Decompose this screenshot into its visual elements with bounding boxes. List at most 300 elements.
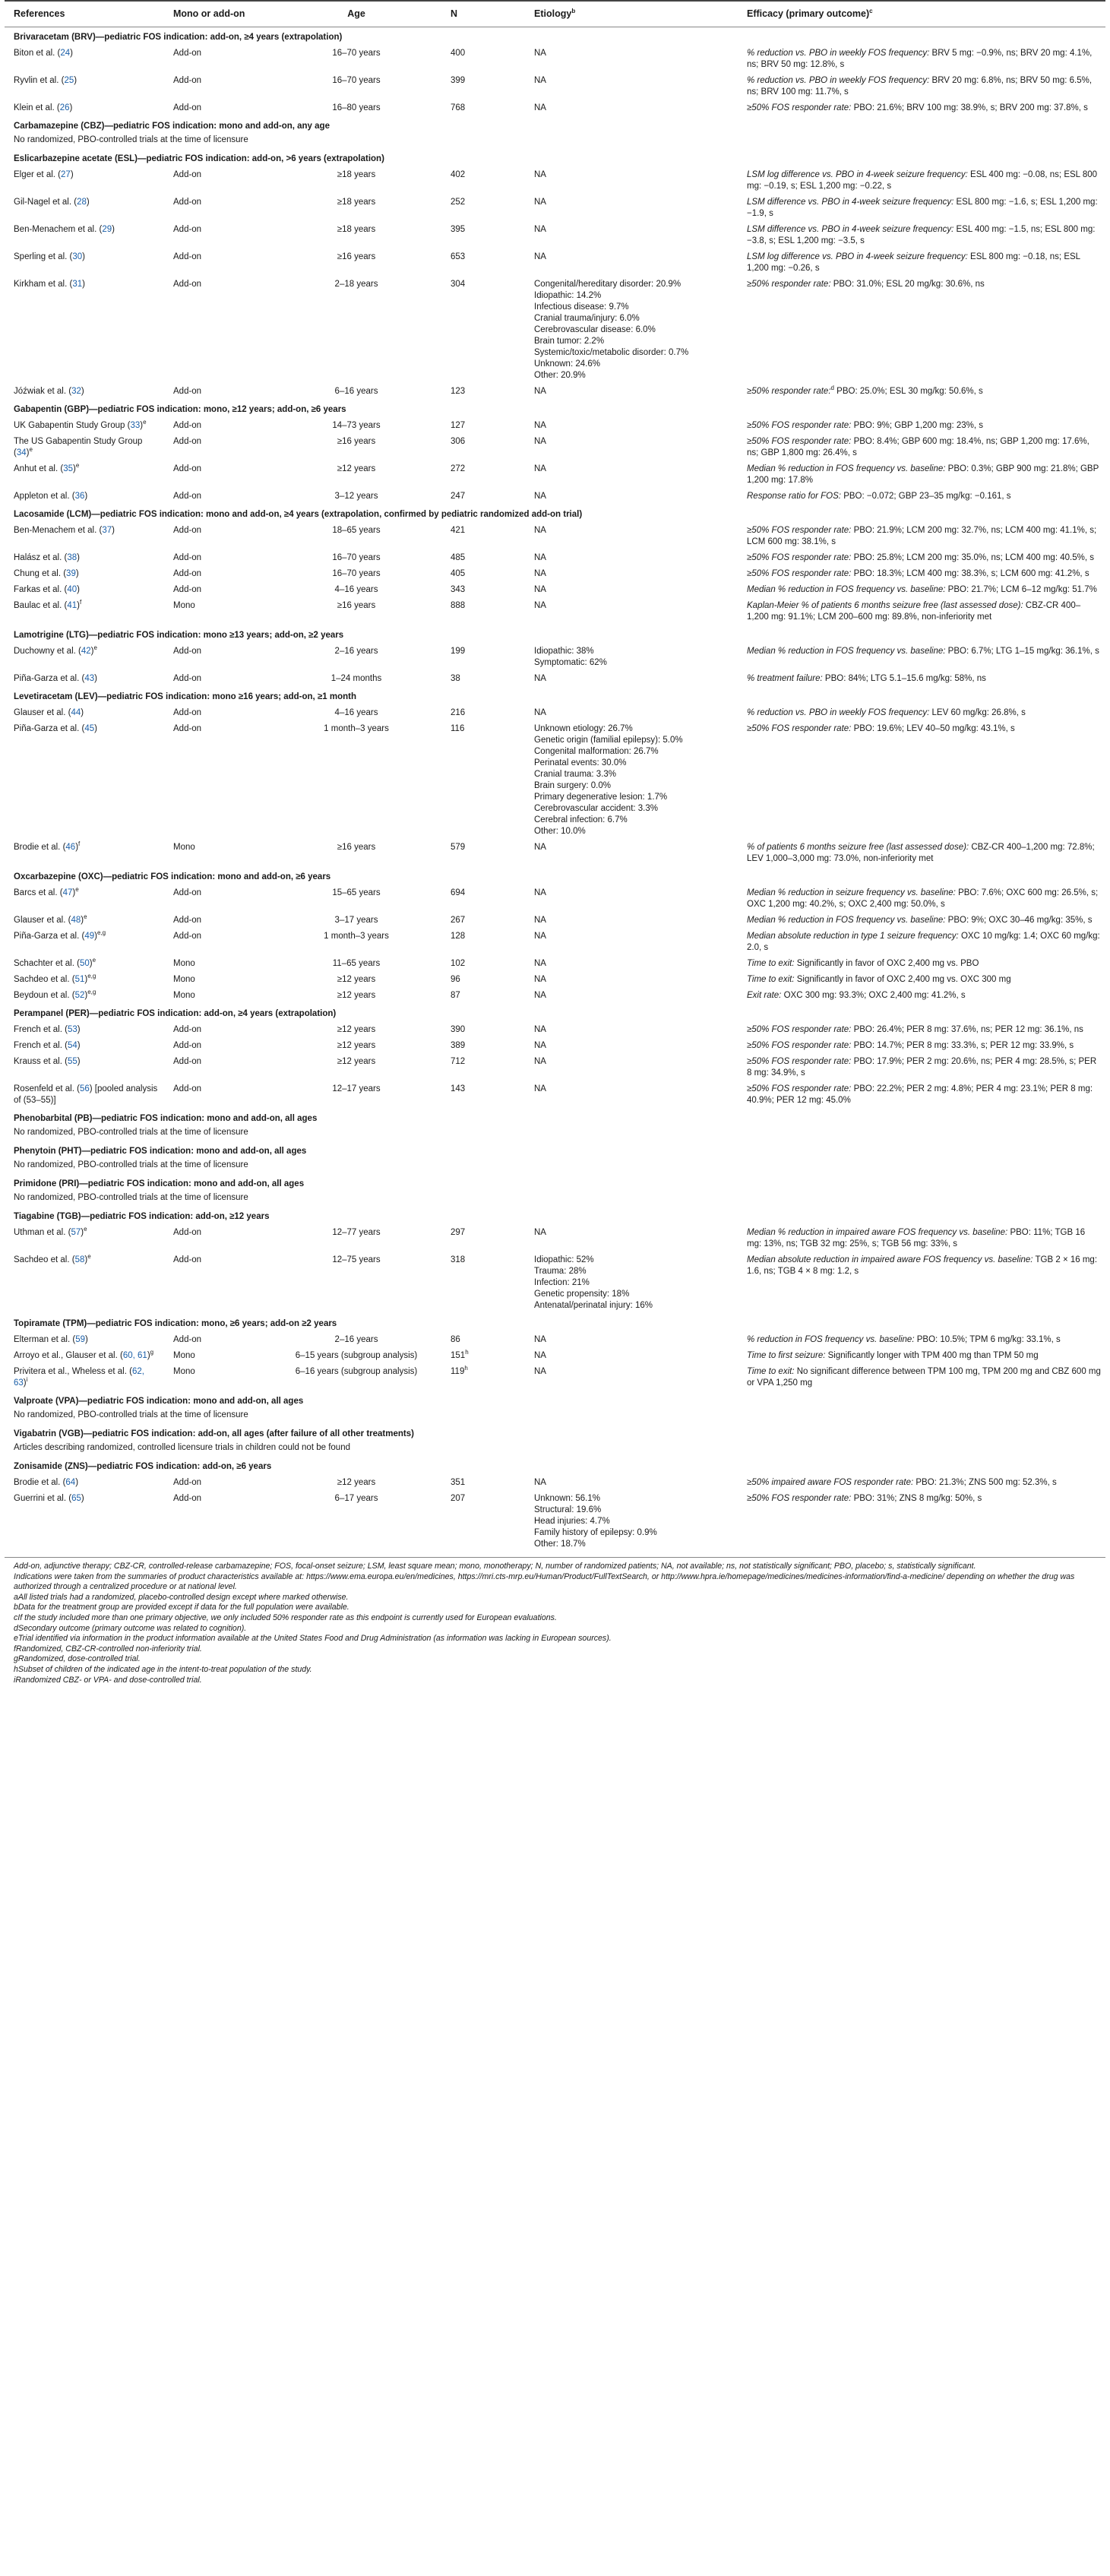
n-value: 421 xyxy=(451,526,466,535)
cell-reference: UK Gabapentin Study Group $(33)^e$ xyxy=(14,419,147,430)
efficacy-result: Significantly in favor of OXC 2,400 mg vs. PBO xyxy=(796,959,979,968)
citation-link[interactable]: 36 xyxy=(74,492,85,501)
efficacy-result: PBO: −0.072; GBP 23–35 mg/kg: −0.161, s xyxy=(843,492,1011,501)
efficacy-footnote-mark: d xyxy=(830,385,834,392)
efficacy-result: BRV 5 mg: −0.9%, ns; BRV 20 mg: 4.1%, ns; BRV 50 mg: 12.8%, s xyxy=(747,49,1093,69)
cell-reference: Guerrini et al. (65) xyxy=(14,1494,84,1503)
citation-link[interactable]: 31 xyxy=(72,280,83,289)
cell-etiology xyxy=(525,988,738,1004)
etiology-line: NA xyxy=(534,252,546,261)
cell-efficacy xyxy=(738,885,1105,913)
citation-link[interactable]: 35 xyxy=(63,464,74,473)
n-value: 127 xyxy=(451,421,466,430)
citation-link[interactable]: 50 xyxy=(79,959,90,968)
cell-efficacy xyxy=(738,972,1105,988)
etiology-line: NA xyxy=(534,708,546,717)
citation-link[interactable]: 53 xyxy=(67,1025,77,1034)
table-row xyxy=(5,1081,1105,1109)
cell-mono-addon: Add-on xyxy=(173,492,202,501)
cell-efficacy xyxy=(738,1475,1105,1491)
reference-footnote-mark: f xyxy=(79,599,82,606)
citation-link[interactable]: 48 xyxy=(71,916,81,925)
etiology-line: NA xyxy=(534,1335,546,1344)
etiology-line: NA xyxy=(534,843,546,852)
cell-age: ≥12 years xyxy=(337,991,376,1000)
cell-etiology xyxy=(525,972,738,988)
reference-footnote-mark: e xyxy=(84,1226,87,1233)
header-mono-addon: Mono or add-on xyxy=(164,1,267,27)
reference-note: [pooled analysis of (53–55)] xyxy=(14,1084,158,1105)
cell-n xyxy=(441,972,525,988)
header-etiology-sup: b xyxy=(571,7,576,14)
n-value: 297 xyxy=(451,1228,466,1237)
section-header-row xyxy=(5,1174,1105,1192)
citation-link[interactable]: 59 xyxy=(75,1335,85,1344)
reference-author: Rosenfeld et al. xyxy=(14,1084,74,1093)
cell-age: ≥16 years xyxy=(337,843,376,852)
efficacy-outcome: Median % reduction in FOS frequency vs. baseline: xyxy=(747,647,946,656)
citation-link[interactable]: 40 xyxy=(67,585,77,594)
citation-link[interactable]: 49 xyxy=(84,932,95,941)
efficacy-result: PBO: 25.8%; LCM 200 mg: 35.0%, ns; LCM 400 mg: 40.5%, s xyxy=(853,553,1094,562)
cell-reference: Krauss et al. (55) xyxy=(14,1057,81,1066)
etiology-line: Infectious disease: 9.7% xyxy=(534,302,629,312)
header-n: N xyxy=(441,1,525,27)
efficacy-outcome: ≥50% FOS responder rate: xyxy=(747,1057,852,1066)
etiology-line: NA xyxy=(534,1041,546,1050)
etiology-line: Brain tumor: 2.2% xyxy=(534,337,605,346)
section-note-row xyxy=(5,1410,1105,1424)
cell-etiology xyxy=(525,1364,738,1391)
cell-reference: Chung et al. (39) xyxy=(14,569,79,578)
citation-link[interactable]: 38 xyxy=(67,553,77,562)
cell-mono-addon: Add-on xyxy=(173,1084,202,1093)
efficacy-outcome: Kaplan-Meier % of patients 6 months seizure free (last assessed dose): xyxy=(747,601,1023,610)
reference-footnote-mark: g xyxy=(150,1349,154,1356)
cell-reference: Sachdeo et al. $(58)^e$ xyxy=(14,1253,91,1264)
reference-author: Glauser et al. xyxy=(14,708,66,717)
cell-age: ≥18 years xyxy=(337,170,376,179)
etiology-line: NA xyxy=(534,421,546,430)
section-title: Primidone (PRI)—pediatric FOS indication: mono and add-on, all ages xyxy=(14,1179,305,1188)
cell-reference: Piña-Garza et al. (43) xyxy=(14,674,97,683)
cell-age: 1 month–3 years xyxy=(324,724,389,733)
efficacy-outcome: ≥50% FOS responder rate: xyxy=(747,1084,852,1093)
cell-n xyxy=(441,988,525,1004)
cell-etiology xyxy=(525,885,738,913)
n-value: 395 xyxy=(451,225,466,234)
cell-efficacy xyxy=(738,1491,1105,1552)
cell-age: 6–16 years (subgroup analysis) xyxy=(295,1367,418,1376)
cell-etiology xyxy=(525,956,738,972)
cell-n xyxy=(441,1475,525,1491)
cell-age: ≥18 years xyxy=(337,198,376,207)
efficacy-outcome: ≥50% FOS responder rate: xyxy=(747,526,852,535)
etiology-line: Brain surgery: 0.0% xyxy=(534,781,611,790)
n-value: 579 xyxy=(451,843,466,852)
section-title: Valproate (VPA)—pediatric FOS indication: mono and add-on, all ages xyxy=(14,1397,304,1406)
cell-etiology xyxy=(525,550,738,566)
efficacy-result: PBO: 26.4%; PER 8 mg: 37.6%, ns; PER 12 mg: 36.1%, ns xyxy=(853,1025,1083,1034)
section-title: Tiagabine (TGB)—pediatric FOS indication: add-on, ≥12 years xyxy=(14,1212,270,1221)
efficacy-outcome: Median % reduction in seizure frequency vs. baseline: xyxy=(747,888,956,897)
reference-author: Piña-Garza et al. xyxy=(14,932,80,941)
cell-etiology xyxy=(525,1038,738,1054)
cell-age: ≥16 years xyxy=(337,252,376,261)
cell-etiology xyxy=(525,1332,738,1348)
cell-age: 3–12 years xyxy=(334,492,378,501)
efficacy-result: PBO: 21.6%; BRV 100 mg: 38.9%, s; BRV 200 mg: 37.8%, s xyxy=(853,103,1088,112)
citation-link[interactable]: 56 xyxy=(79,1084,90,1093)
cell-efficacy xyxy=(738,1252,1105,1314)
cell-n xyxy=(441,598,525,625)
section-header-row xyxy=(5,400,1105,418)
cell-mono-addon: Add-on xyxy=(173,724,202,733)
cell-efficacy xyxy=(738,277,1105,384)
cell-n xyxy=(441,195,525,222)
efficacy-result: ESL 800 mg: −1.6, s; ESL 1,200 mg: −1.9, s xyxy=(747,198,1098,218)
citation-link[interactable]: 58 xyxy=(74,1255,85,1264)
reference-author: Farkas et al. xyxy=(14,585,62,594)
cell-reference: Baulac et al. $(41)^f$ xyxy=(14,599,82,610)
cell-mono-addon: Mono xyxy=(173,1367,195,1376)
cell-reference: Privitera et al., Wheless et al. (62, 63)$^i$ xyxy=(14,1367,144,1388)
citation-link[interactable]: 47 xyxy=(62,888,73,897)
n-value: 102 xyxy=(451,959,466,968)
citation-link[interactable]: 34 xyxy=(16,448,27,457)
efficacy-outcome: ≥50% FOS responder rate: xyxy=(747,103,852,112)
n-value: 38 xyxy=(451,674,460,683)
efficacy-result: Significantly in favor of OXC 2,400 mg vs. OXC 300 mg xyxy=(796,975,1011,984)
table-row xyxy=(5,956,1105,972)
cell-etiology xyxy=(525,840,738,867)
n-value: 389 xyxy=(451,1041,466,1050)
etiology-line: Perinatal events: 30.0% xyxy=(534,758,627,767)
cell-mono-addon: Add-on xyxy=(173,225,202,234)
etiology-line: NA xyxy=(534,464,546,473)
etiology-line: Cranial trauma/injury: 6.0% xyxy=(534,314,640,323)
cell-etiology xyxy=(525,523,738,550)
etiology-line: NA xyxy=(534,1025,546,1034)
efficacy-outcome: Median absolute reduction in impaired aware FOS frequency vs. baseline: xyxy=(747,1255,1033,1264)
citation-link[interactable]: 28 xyxy=(77,198,87,207)
cell-etiology xyxy=(525,384,738,400)
footnote-e: eTrial identified via information in the product information available at the United States Food and Drug Administration (as information was lacking in European sources). xyxy=(14,1634,612,1644)
citation-link[interactable]: 52 xyxy=(74,991,85,1000)
etiology-line: Unknown: 56.1% xyxy=(534,1494,600,1503)
cell-mono-addon: Add-on xyxy=(173,553,202,562)
citation-link[interactable]: 60, 61 xyxy=(122,1351,147,1360)
citation-link[interactable]: 42 xyxy=(81,647,91,656)
cell-age: 12–75 years xyxy=(332,1255,381,1264)
efficacy-result: PBO: 25.0%; ESL 30 mg/kg: 50.6%, s xyxy=(836,387,983,396)
cell-reference: Schachter et al. $(50)^e$ xyxy=(14,957,96,968)
n-value: 304 xyxy=(451,280,466,289)
section-title: Perampanel (PER)—pediatric FOS indication: add-on, ≥4 years (extrapolation) xyxy=(14,1009,337,1018)
cell-efficacy xyxy=(738,566,1105,582)
citation-link[interactable]: 65 xyxy=(71,1494,81,1503)
header-efficacy xyxy=(738,1,1105,27)
cell-mono-addon: Add-on xyxy=(173,585,202,594)
etiology-line: NA xyxy=(534,916,546,925)
citation-link[interactable]: 24 xyxy=(60,49,71,58)
section-header-row xyxy=(5,116,1105,134)
section-header-row xyxy=(5,1314,1105,1332)
citation-link[interactable]: 25 xyxy=(64,76,74,85)
citation-link[interactable]: 44 xyxy=(71,708,81,717)
cell-reference: French et al. (54) xyxy=(14,1041,81,1050)
cell-mono-addon: Add-on xyxy=(173,252,202,261)
efficacy-outcome: ≥50% impaired aware FOS responder rate: xyxy=(747,1478,914,1487)
efficacy-outcome: Time to exit: xyxy=(747,975,795,984)
reference-author: Klein et al. xyxy=(14,103,55,112)
section-title: Phenobarbital (PB)—pediatric FOS indication: mono and add-on, all ages xyxy=(14,1114,318,1123)
cell-mono-addon: Add-on xyxy=(173,916,202,925)
etiology-line: NA xyxy=(534,49,546,58)
cell-age: 6–15 years (subgroup analysis) xyxy=(295,1351,418,1360)
cell-efficacy xyxy=(738,550,1105,566)
reference-author: Ryvlin et al. xyxy=(14,76,59,85)
cell-age: ≥12 years xyxy=(337,1041,376,1050)
section-note: No randomized, PBO-controlled trials at the time of licensure xyxy=(14,1160,248,1169)
cell-mono-addon: Add-on xyxy=(173,674,202,683)
efficacy-result: TGB 2 × 16 mg: 1.6, ns; TGB 4 × 8 mg: 1.2, s xyxy=(747,1255,1098,1276)
reference-author: Elger et al. xyxy=(14,170,55,179)
reference-author: Halász et al. xyxy=(14,553,62,562)
citation-link[interactable]: 54 xyxy=(67,1041,77,1050)
etiology-line: NA xyxy=(534,76,546,85)
citation-link[interactable]: 57 xyxy=(71,1228,81,1237)
cell-age: ≥16 years xyxy=(337,437,376,446)
cell-mono-addon: Add-on xyxy=(173,1494,202,1503)
efficacy-result: No significant difference between TPM 100 mg, TPM 200 mg and CBZ 600 mg or VPA 1,250 mg xyxy=(747,1367,1101,1388)
reference-author: Uthman et al. xyxy=(14,1228,66,1237)
n-value: 247 xyxy=(451,492,466,501)
etiology-line: Unknown: 24.6% xyxy=(534,359,600,369)
footnote-d: dSecondary outcome (primary outcome was related to cognition). xyxy=(14,1623,247,1633)
section-note-row xyxy=(5,1192,1105,1207)
citation-link[interactable]: 32 xyxy=(71,387,81,396)
section-header-row xyxy=(5,1141,1105,1160)
reference-author: Ben-Menachem et al. xyxy=(14,225,97,234)
etiology-line: Cranial trauma: 3.3% xyxy=(534,770,617,779)
citation-link[interactable]: 27 xyxy=(61,170,71,179)
efficacy-result: PBO: 17.9%; PER 2 mg: 20.6%, ns; PER 4 mg: 28.5%, s; PER 8 mg: 34.9%, s xyxy=(747,1057,1097,1078)
efficacy-outcome: LSM log difference vs. PBO in 4-week seizure frequency: xyxy=(747,170,968,179)
etiology-line: Other: 18.7% xyxy=(534,1540,586,1549)
table-row xyxy=(5,598,1105,625)
etiology-line: Genetic propensity: 18% xyxy=(534,1290,630,1299)
etiology-line: Primary degenerative lesion: 1.7% xyxy=(534,793,668,802)
cell-efficacy xyxy=(738,195,1105,222)
reference-author: Piña-Garza et al. xyxy=(14,674,80,683)
cell-mono-addon: Add-on xyxy=(173,932,202,941)
cell-n xyxy=(441,1364,525,1391)
header-age: Age xyxy=(267,1,441,27)
cell-age: ≥12 years xyxy=(337,1478,376,1487)
cell-mono-addon: Add-on xyxy=(173,1025,202,1034)
header-references: References xyxy=(5,1,164,27)
citation-link[interactable]: 45 xyxy=(84,724,95,733)
citation-link[interactable]: 43 xyxy=(84,674,95,683)
section-title: Lamotrigine (LTG)—pediatric FOS indication: mono ≥13 years; add-on, ≥2 years xyxy=(14,631,344,640)
reference-author: Sperling et al. xyxy=(14,252,68,261)
cell-n xyxy=(441,523,525,550)
citation-link[interactable]: 41 xyxy=(67,601,77,610)
etiology-line: NA xyxy=(534,103,546,112)
citation-link[interactable]: 51 xyxy=(74,975,85,984)
n-value: 267 xyxy=(451,916,466,925)
efficacy-result: BRV 20 mg: 6.8%, ns; BRV 50 mg: 6.5%, ns; BRV 100 mg: 11.7%, s xyxy=(747,76,1093,97)
cell-n xyxy=(441,1022,525,1038)
table-row xyxy=(5,1038,1105,1054)
cell-efficacy xyxy=(738,461,1105,489)
cell-etiology xyxy=(525,1022,738,1038)
cell-etiology xyxy=(525,489,738,505)
cell-age: 2–16 years xyxy=(334,647,378,656)
table-row xyxy=(5,1364,1105,1391)
reference-author: French et al. xyxy=(14,1041,62,1050)
cell-age: 1 month–3 years xyxy=(324,932,389,941)
section-title: Brivaracetam (BRV)—pediatric FOS indication: add-on, ≥4 years (extrapolation) xyxy=(14,33,343,42)
etiology-line: Trauma: 28% xyxy=(534,1267,587,1276)
cell-n xyxy=(441,1332,525,1348)
cell-etiology xyxy=(525,461,738,489)
header-etiology-label: Etiology xyxy=(534,8,572,19)
reference-footnote-mark: e xyxy=(92,957,96,964)
n-value: 351 xyxy=(451,1478,466,1487)
reference-author: Sachdeo et al. xyxy=(14,975,70,984)
efficacy-result: OXC 300 mg: 93.3%; OXC 2,400 mg: 41.2%, s xyxy=(783,991,966,1000)
etiology-line: Idiopathic: 52% xyxy=(534,1255,594,1264)
reference-footnote-mark: e xyxy=(143,419,147,426)
table-row xyxy=(5,671,1105,687)
citation-link[interactable]: 62, 63 xyxy=(14,1367,144,1388)
efficacy-result: PBO: 10.5%; TPM 6 mg/kg: 33.1%, s xyxy=(916,1335,1061,1344)
citation-link[interactable]: 30 xyxy=(72,252,83,261)
efficacy-result: PBO: 6.7%; LTG 1–15 mg/kg: 36.1%, s xyxy=(947,647,1099,656)
cell-n xyxy=(441,1225,525,1252)
citation-link[interactable]: 29 xyxy=(102,225,112,234)
cell-n xyxy=(441,705,525,721)
citation-link[interactable]: 64 xyxy=(65,1478,76,1487)
cell-reference: Barcs et al. $(47)^e$ xyxy=(14,886,79,897)
table-row xyxy=(5,550,1105,566)
section-title: Zonisamide (ZNS)—pediatric FOS indication: add-on, ≥6 years xyxy=(14,1462,272,1471)
reference-author: Arroyo et al., Glauser et al. xyxy=(14,1351,118,1360)
etiology-line: Family history of epilepsy: 0.9% xyxy=(534,1528,657,1537)
footnote-b: bData for the treatment group are provided except if data for the full population were available. xyxy=(14,1603,349,1612)
cell-efficacy xyxy=(738,988,1105,1004)
cell-etiology xyxy=(525,582,738,598)
efficacy-result: PBO: 0.3%; GBP 900 mg: 21.8%; GBP 1,200 mg: 17.8% xyxy=(747,464,1099,485)
cell-reference: Anhut et al. $(35)^e$ xyxy=(14,462,80,473)
cell-etiology xyxy=(525,73,738,100)
efficacy-result: PBO: 21.7%; LCM 6–12 mg/kg: 51.7% xyxy=(947,585,1097,594)
header-efficacy-label: Efficacy (primary outcome) xyxy=(747,8,870,19)
footnote-i: iRandomized CBZ- or VPA- and dose-controlled trial. xyxy=(14,1675,202,1685)
section-title: Topiramate (TPM)—pediatric FOS indication: mono, ≥6 years; add-on ≥2 years xyxy=(14,1319,337,1328)
efficacy-result: PBO: 9%; GBP 1,200 mg: 23%, s xyxy=(853,421,984,430)
efficacy-outcome: ≥50% FOS responder rate: xyxy=(747,724,852,733)
reference-footnote-mark: e xyxy=(84,913,87,921)
cell-n xyxy=(441,1081,525,1109)
efficacy-result: PBO: 31%; ZNS 8 mg/kg: 50%, s xyxy=(853,1494,982,1503)
citation-link[interactable]: 46 xyxy=(65,843,76,852)
cell-n xyxy=(441,929,525,956)
reference-footnote-mark: e,g xyxy=(96,929,106,937)
cell-mono-addon: Add-on xyxy=(173,103,202,112)
cell-age: 2–16 years xyxy=(334,1335,378,1344)
cell-efficacy xyxy=(738,721,1105,840)
cell-reference: Halász et al. (38) xyxy=(14,553,80,562)
cell-mono-addon: Add-on xyxy=(173,569,202,578)
cell-etiology xyxy=(525,705,738,721)
n-value: 143 xyxy=(451,1084,466,1093)
etiology-line: NA xyxy=(534,492,546,501)
reference-author: Barcs et al. xyxy=(14,888,58,897)
cell-mono-addon: Mono xyxy=(173,975,195,984)
cell-n xyxy=(441,840,525,867)
etiology-line: Infection: 21% xyxy=(534,1278,590,1287)
cell-n xyxy=(441,167,525,195)
cell-reference: Brodie et al. (64) xyxy=(14,1478,79,1487)
etiology-line: NA xyxy=(534,1057,546,1066)
cell-efficacy xyxy=(738,671,1105,687)
n-value: 343 xyxy=(451,585,466,594)
table-row xyxy=(5,840,1105,867)
cell-efficacy xyxy=(738,434,1105,461)
footnotes xyxy=(5,1557,1105,1693)
reference-author: The US Gabapentin Study Group xyxy=(14,437,143,446)
citation-link[interactable]: 26 xyxy=(59,103,70,112)
reference-author: UK Gabapentin Study Group xyxy=(14,421,125,430)
cell-mono-addon: Add-on xyxy=(173,76,202,85)
n-value: 128 xyxy=(451,932,466,941)
cell-reference: French et al. (53) xyxy=(14,1025,81,1034)
n-value: 402 xyxy=(451,170,466,179)
cell-n xyxy=(441,721,525,840)
cell-etiology xyxy=(525,671,738,687)
reference-author: Glauser et al. xyxy=(14,916,66,925)
citation-link[interactable]: 39 xyxy=(66,569,76,578)
efficacy-result: LEV 60 mg/kg: 26.8%, s xyxy=(931,708,1026,717)
reference-author: Brodie et al. xyxy=(14,1478,61,1487)
efficacy-result: PBO: 18.3%; LCM 400 mg: 38.3%, s; LCM 600 mg: 41.2%, s xyxy=(853,569,1089,578)
etiology-line: NA xyxy=(534,198,546,207)
cell-efficacy xyxy=(738,1054,1105,1081)
cell-efficacy xyxy=(738,222,1105,249)
cell-age: 2–18 years xyxy=(334,280,378,289)
etiology-line: NA xyxy=(534,932,546,941)
efficacy-outcome: % treatment failure: xyxy=(747,674,823,683)
reference-author: Gil-Nagel et al. xyxy=(14,198,72,207)
cell-n xyxy=(441,222,525,249)
cell-efficacy xyxy=(738,1348,1105,1364)
reference-author: Jóźwiak et al. xyxy=(14,387,67,396)
reference-author: Baulac et al. xyxy=(14,601,62,610)
citation-link[interactable]: 33 xyxy=(130,421,141,430)
cell-reference: Ben-Menachem et al. (37) xyxy=(14,526,115,535)
cell-n xyxy=(441,434,525,461)
citation-link[interactable]: 37 xyxy=(102,526,112,535)
efficacy-outcome: ≥50% FOS responder rate: xyxy=(747,1494,852,1503)
etiology-line: NA xyxy=(534,569,546,578)
table-row xyxy=(5,384,1105,400)
cell-reference: Biton et al. (24) xyxy=(14,49,74,58)
efficacy-outcome: ≥50% responder rate: xyxy=(747,387,831,396)
citation-link[interactable]: 55 xyxy=(67,1057,77,1066)
